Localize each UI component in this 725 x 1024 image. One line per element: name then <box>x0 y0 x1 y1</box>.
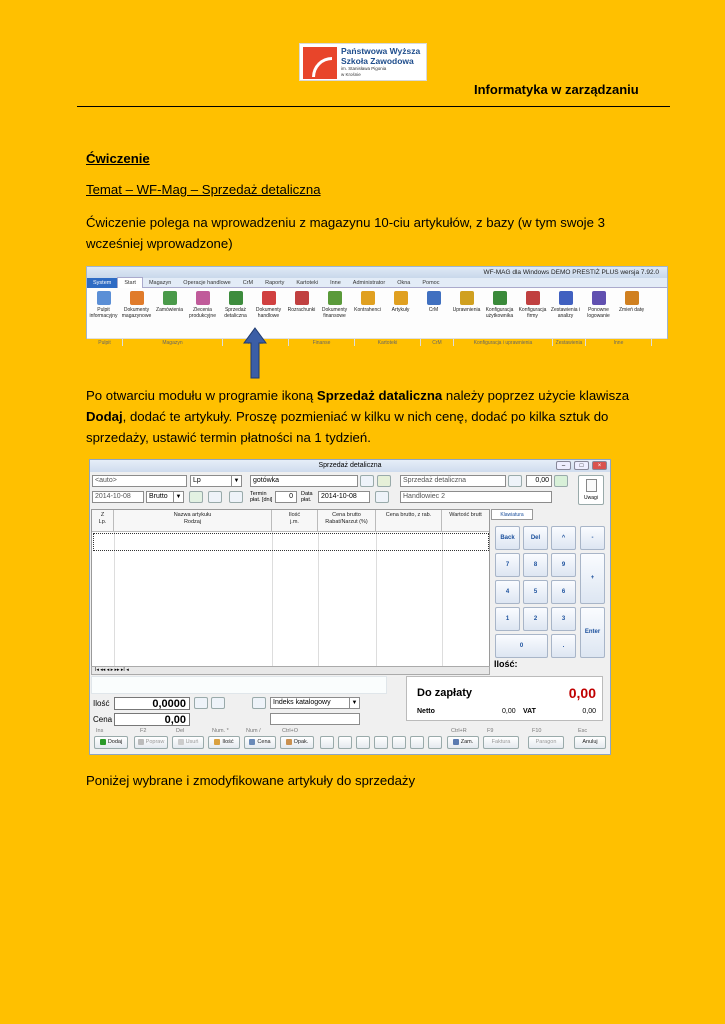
window-titlebar <box>90 460 610 472</box>
ribbon-button-icon <box>625 291 639 305</box>
termin-label: Termin płat. [dni] <box>250 491 273 503</box>
subject-title: Informatyka w zarządzaniu <box>474 82 639 97</box>
ribbon-button-icon <box>196 291 210 305</box>
key-7[interactable]: 7 <box>495 553 520 577</box>
grid-col-line <box>272 532 273 666</box>
ribbon-button[interactable] <box>318 291 351 338</box>
header-rule <box>77 106 670 107</box>
delete-doc-icon[interactable] <box>229 491 243 503</box>
close-icon[interactable]: × <box>592 461 607 470</box>
col-price-disc[interactable] <box>376 510 442 532</box>
ribbon-button[interactable] <box>153 291 186 338</box>
box-icon <box>286 739 292 745</box>
ribbon-button-label: Dokumenty handlowe <box>255 307 282 319</box>
instruction-line-2 <box>86 406 629 427</box>
col-price-disc-l1: Cena brutto, z rab. <box>385 512 432 518</box>
university-logo <box>299 43 427 81</box>
cancel-button[interactable] <box>574 736 606 749</box>
payment-summary <box>406 676 603 721</box>
notes-label: Uwagi <box>584 495 598 501</box>
ribbon-button-label: Pulpit informacyjny <box>89 307 118 319</box>
ribbon-button-icon <box>262 291 276 305</box>
closing-line: Poniżej wybrane i zmodyfikowane artykuły do sprzedaży <box>86 773 416 788</box>
instruction-line-1 <box>86 385 629 406</box>
order-icon <box>453 739 459 745</box>
logo-small-1: im. Stanisława Pigonia <box>341 66 387 71</box>
key-5[interactable]: 5 <box>523 580 548 604</box>
col-name-l1: Nazwa artykułu <box>173 512 212 518</box>
doc-type-icon[interactable] <box>508 475 522 487</box>
group-finanse: Finanse <box>289 339 355 346</box>
invoice-button-label: Faktura <box>491 739 511 745</box>
logo-line-2: Szkoła Zawodowa <box>341 56 414 66</box>
ribbon-button-label: Zamówienia <box>156 307 183 313</box>
tool-button-7[interactable] <box>428 736 442 749</box>
key-4[interactable]: 4 <box>495 580 520 604</box>
key-del[interactable]: Del <box>523 526 548 550</box>
minus-icon <box>178 739 184 745</box>
instruction-paragraph <box>86 385 629 448</box>
instruction-text-b: należy poprzez użycie klawisza <box>442 388 630 403</box>
ribbon-button-icon <box>526 291 540 305</box>
key-enter[interactable]: Enter <box>580 607 605 658</box>
tab-operacje[interactable]: Operacje handlowe <box>183 279 231 286</box>
edit-button[interactable] <box>134 736 168 749</box>
intro-line-1: Ćwiczenie polega na wprowadzeniu z magazynu 10-ciu artykułów, z bazy (w tym swoje 3 <box>86 215 605 230</box>
grid-col-line <box>442 532 443 666</box>
col-lp-l2: Lp. <box>98 519 107 525</box>
calendar-icon[interactable] <box>375 491 389 503</box>
ribbon-button-icon <box>163 291 177 305</box>
chevron-down-icon: ▼ <box>349 698 359 708</box>
instruction-bold-dodaj: Dodaj <box>86 409 123 424</box>
ribbon-button-icon <box>130 291 144 305</box>
ribbon-button-icon <box>97 291 111 305</box>
key-3[interactable]: 3 <box>551 607 576 631</box>
logo-subtitle <box>341 66 386 78</box>
ribbon-button-icon <box>328 291 342 305</box>
amount-field[interactable]: 0,00 <box>526 475 552 487</box>
grid-col-line <box>376 532 377 666</box>
ribbon-button-label: Sprzedaż detaliczna <box>224 307 247 319</box>
edit-button-label: Popraw <box>145 739 165 745</box>
key-6[interactable]: 6 <box>551 580 576 604</box>
key-caret[interactable]: ^ <box>551 526 576 550</box>
tab-raporty[interactable]: Raporty <box>265 279 285 286</box>
ribbon-button-label: Zlecenia produkcyjne <box>189 307 216 319</box>
ribbon-button[interactable] <box>285 291 318 338</box>
logo-name <box>341 46 420 66</box>
group-pulpit: Pulpit <box>87 339 123 346</box>
key-0[interactable]: 0 <box>495 634 548 658</box>
add-customer-icon[interactable] <box>189 491 203 503</box>
vat-value: 0,00 <box>582 708 596 715</box>
order-button[interactable] <box>447 736 479 749</box>
tab-klawiatura[interactable]: Klawiatura <box>491 509 533 520</box>
ribbon-button-label: Artykuły <box>391 307 410 313</box>
chevron-down-icon: ▼ <box>231 476 241 486</box>
delete-button[interactable] <box>172 736 204 749</box>
group-zestawienia: Zestawienia <box>553 339 586 346</box>
fkey-esc: Esc <box>578 728 588 734</box>
ribbon-title: WF-MAG dla Windows DEMO PRESTIŻ PLUS wersja 7.92.0 <box>87 267 667 278</box>
packaging-button-label: Opak. <box>293 739 309 745</box>
col-qty-l2: j.m. <box>290 519 299 525</box>
ribbon-button-icon <box>427 291 441 305</box>
intro-paragraph <box>86 212 605 254</box>
termin-field[interactable]: 0 <box>275 491 297 503</box>
tab-start[interactable]: Start <box>117 277 143 288</box>
fkey-ins: Ins <box>96 728 104 734</box>
qty-label: Ilość <box>93 699 110 708</box>
doc-number-field[interactable]: <auto> <box>92 475 187 487</box>
topic-line: Temat – WF-Mag – Sprzedaż detaliczna <box>86 182 321 197</box>
ribbon-button[interactable] <box>120 291 153 338</box>
keypad-qty-label: Ilość: <box>494 659 518 669</box>
tool-button-2[interactable] <box>338 736 352 749</box>
key-dot[interactable]: . <box>551 634 576 658</box>
barcode-scan-icon[interactable] <box>252 697 266 709</box>
qty-input[interactable]: 0,0000 <box>114 697 190 710</box>
col-value-l1: Wartość brutt <box>449 512 482 518</box>
window-title: Sprzedaż detaliczna <box>318 462 382 469</box>
ribbon-button-label: CrM <box>428 307 439 313</box>
invoice-button[interactable] <box>483 736 519 749</box>
fkey-ctrl-r: Ctrl+R <box>451 728 467 734</box>
packaging-button[interactable] <box>280 736 314 749</box>
col-price-l2: Rabat/Narzut (%) <box>325 519 368 525</box>
tab-okna[interactable]: Okna <box>397 279 411 286</box>
ribbon-tabs <box>87 278 667 288</box>
col-price[interactable] <box>318 510 376 532</box>
ribbon-screenshot <box>86 266 668 346</box>
key-1[interactable]: 1 <box>495 607 520 631</box>
payment-date-field[interactable]: 2014-10-08 <box>318 491 370 503</box>
grid-navigator[interactable]: I◂ ◂◂ ◂ ▸ ▸▸ ▸I ◂ <box>91 666 490 675</box>
ribbon-button[interactable] <box>615 291 648 338</box>
logo-mark <box>303 47 337 79</box>
doc-type-field[interactable]: Sprzedaż detaliczna <box>400 475 506 487</box>
ribbon-button-icon <box>295 291 309 305</box>
price-icon <box>249 739 255 745</box>
col-value[interactable] <box>442 510 489 532</box>
ribbon-button-icon <box>592 291 606 305</box>
grid-col-line <box>318 532 319 666</box>
quantity-button[interactable] <box>208 736 240 749</box>
lp-value: Lp <box>193 477 201 484</box>
ribbon-button[interactable] <box>186 291 219 338</box>
tab-pomoc[interactable]: Pomoc <box>422 279 440 286</box>
ribbon-button[interactable] <box>483 291 516 338</box>
tab-crm[interactable]: CrM <box>242 279 254 286</box>
fkey-f2: F2 <box>140 728 147 734</box>
ribbon-button-icon <box>229 291 243 305</box>
index-select-value: Indeks katalogowy <box>273 699 331 706</box>
group-konfiguracja: Konfiguracja i uprawnienia <box>454 339 553 346</box>
net-label: Netto <box>417 708 435 715</box>
ribbon-button-label: Rozrachunki <box>287 307 316 313</box>
ribbon-button-icon <box>394 291 408 305</box>
quantity-button-label: Ilość <box>222 739 234 745</box>
fkey-del: Del <box>176 728 185 734</box>
fkey-num-slash: Num / <box>246 728 261 734</box>
add-button-label: Dodaj <box>107 739 123 745</box>
tool-button-4[interactable] <box>374 736 388 749</box>
tab-inne[interactable]: Inne <box>330 279 341 286</box>
to-pay-value: 0,00 <box>568 685 596 701</box>
tool-button-1[interactable] <box>320 736 334 749</box>
data-platnosci-label: Data płat. <box>301 491 313 503</box>
key-back[interactable]: Back <box>495 526 520 550</box>
qty-up-icon[interactable] <box>194 697 208 709</box>
group-kartoteki: Kartoteki <box>355 339 421 346</box>
ribbon-button[interactable] <box>549 291 582 338</box>
key-minus[interactable]: - <box>580 526 605 550</box>
logo-line-1: Państwowa Wyższa <box>341 46 421 56</box>
col-price-l1: Cena brutto <box>332 512 361 518</box>
date-field[interactable]: 2014-10-08 <box>92 491 144 503</box>
plus-icon <box>100 739 106 745</box>
group-crm: CrM <box>421 339 454 346</box>
ribbon-button-label: Ponowne logowanie <box>587 307 610 319</box>
ribbon-button-icon <box>559 291 573 305</box>
brutto-value: Brutto <box>149 493 168 500</box>
ribbon-button-icon <box>460 291 474 305</box>
ribbon-button[interactable] <box>516 291 549 338</box>
fkey-num-star: Num. * <box>212 728 229 734</box>
add-button[interactable] <box>94 736 128 749</box>
ribbon-button-icon <box>361 291 375 305</box>
tool-button-3[interactable] <box>356 736 370 749</box>
ribbon-button-label: Konfiguracja użytkownika <box>485 307 514 319</box>
delete-button-label: Usuń <box>185 739 199 745</box>
vat-label: VAT <box>523 708 536 715</box>
notes-icon <box>586 479 597 492</box>
tab-administrator[interactable]: Administrator <box>352 279 386 286</box>
intro-line-2: wcześniej wprowadzone) <box>86 236 233 251</box>
ribbon-button-label: Zmień datę <box>618 307 644 313</box>
maximize-icon[interactable]: □ <box>574 461 589 470</box>
col-lp[interactable] <box>92 510 114 532</box>
ribbon-button-label: Kontrahenci <box>354 307 381 313</box>
group-inne: Inne <box>586 339 652 346</box>
qty-icon <box>214 739 220 745</box>
ribbon-buttons <box>87 288 667 338</box>
index-select[interactable] <box>270 697 360 709</box>
seller-field[interactable]: Handlowiec 2 <box>400 491 552 503</box>
notes-button[interactable] <box>578 475 604 505</box>
payment-list-icon[interactable] <box>360 475 374 487</box>
col-qty[interactable] <box>272 510 318 532</box>
tab-kartoteki[interactable]: Kartoteki <box>296 279 319 286</box>
minimize-icon[interactable]: – <box>556 461 571 470</box>
barcode-icon[interactable] <box>208 491 222 503</box>
table-row[interactable] <box>93 533 489 551</box>
price-input[interactable]: 0,00 <box>114 713 190 726</box>
ribbon-button[interactable] <box>351 291 384 338</box>
col-qty-l1: Ilość <box>288 512 301 518</box>
cancel-button-label: Anuluj <box>582 739 598 745</box>
ribbon-button[interactable] <box>582 291 615 338</box>
instruction-bold-module: Sprzedaż dataliczna <box>316 388 443 403</box>
group-magazyn: Magazyn <box>123 339 223 346</box>
price-button[interactable] <box>244 736 276 749</box>
ribbon-groups <box>87 338 667 346</box>
instruction-line-3: sprzedaży, ustawić termin płatności na 1 tydzień. <box>86 430 371 445</box>
price-button-label: Cena <box>257 739 271 745</box>
key-plus[interactable]: + <box>580 553 605 604</box>
grid-col-line <box>114 532 115 666</box>
ribbon-button-label: Konfiguracja firmy <box>518 307 547 319</box>
tab-magazyn[interactable]: Magazyn <box>148 279 172 286</box>
payment-field[interactable]: gotówka <box>250 475 358 487</box>
ribbon-button[interactable] <box>417 291 450 338</box>
key-2[interactable]: 2 <box>523 607 548 631</box>
exercise-heading: Ćwiczenie <box>86 151 150 166</box>
logo-small-2: w Krośnie <box>341 72 361 77</box>
key-9[interactable]: 9 <box>551 553 576 577</box>
ribbon-button[interactable] <box>384 291 417 338</box>
instruction-text-c: , dodać te artykuły. Proszę pozmieniać w kilku w nich cenę, dodać po kilka sztuk do <box>122 409 609 424</box>
sales-window <box>89 459 611 755</box>
pointer-arrow-icon <box>243 327 267 379</box>
index-search-field[interactable] <box>270 713 360 725</box>
qty-edit-icon[interactable] <box>211 697 225 709</box>
tool-button-5[interactable] <box>392 736 406 749</box>
lp-select[interactable] <box>190 475 242 487</box>
ribbon-button-label: Zestawienia i analizy <box>550 307 581 319</box>
col-lp-l1: Z <box>100 512 105 518</box>
ribbon-button-label: Dokumenty finansowe <box>321 307 348 319</box>
receipt-button[interactable] <box>528 736 564 749</box>
items-grid[interactable] <box>91 509 490 667</box>
ribbon-button-label: Uprawnienia <box>452 307 481 313</box>
fkey-f10: F10 <box>532 728 542 734</box>
ribbon-button[interactable] <box>450 291 483 338</box>
info-strip <box>91 676 387 694</box>
ribbon-button-label: Dokumenty magazynowe <box>121 307 152 319</box>
col-name[interactable] <box>114 510 272 532</box>
brutto-select[interactable] <box>146 491 184 503</box>
instruction-text-a: Po otwarciu modułu w programie ikoną <box>86 388 317 403</box>
tab-system[interactable]: System <box>87 278 117 288</box>
fkey-ctrl-o: Ctrl+O <box>282 728 299 734</box>
ribbon-button-icon <box>493 291 507 305</box>
price-label: Cena <box>93 715 113 724</box>
key-8[interactable]: 8 <box>523 553 548 577</box>
net-value: 0,00 <box>502 708 516 715</box>
to-pay-label: Do zapłaty <box>417 687 473 699</box>
tool-button-6[interactable] <box>410 736 424 749</box>
customer-icon[interactable] <box>377 475 391 487</box>
pencil-icon <box>138 739 144 745</box>
fkey-f9: F9 <box>487 728 494 734</box>
receipt-button-label: Paragon <box>535 739 557 745</box>
amount-icon[interactable] <box>554 475 568 487</box>
col-name-l2: Rodzaj <box>183 519 202 525</box>
ribbon-button[interactable] <box>87 291 120 338</box>
chevron-down-icon: ▼ <box>173 492 183 502</box>
order-button-label: Zam. <box>460 739 474 745</box>
